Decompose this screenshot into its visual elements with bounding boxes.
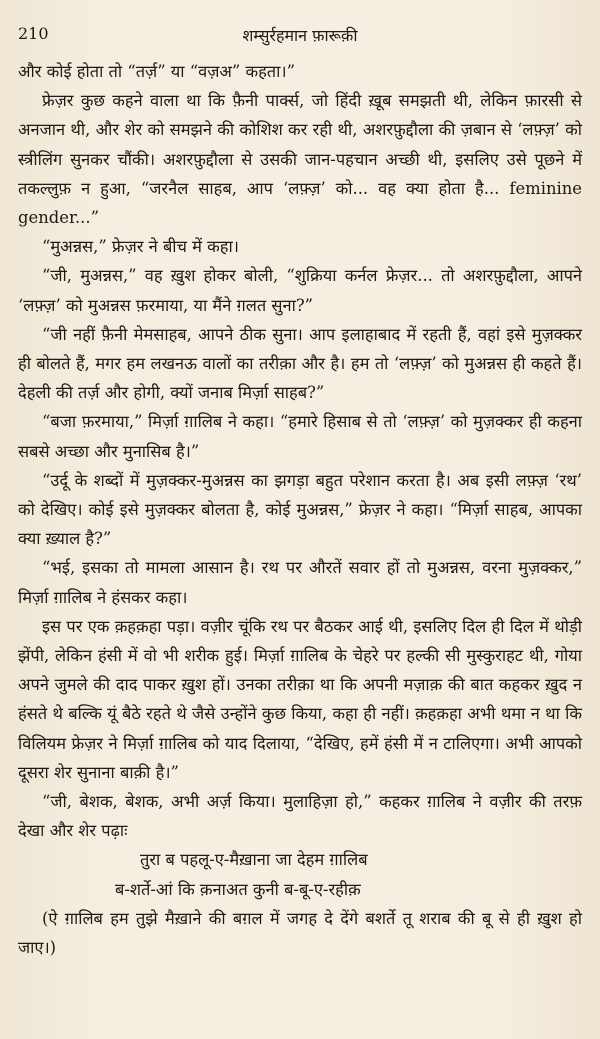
couplet-line-1: तुरा ब पहलू-ए-मैख़ाना जा देहम ग़ालिब xyxy=(140,850,368,870)
paragraph: “जी, बेशक, बेशक, अभी अर्ज़ किया। मुलाहिज़ा हो,” कहकर ग़ालिब ने वज़ीर की तरफ़ देखा और शेर पढ़ाः xyxy=(18,792,582,841)
paragraph: “उर्दू के शब्दों में मुज़क्कर-मुअन्नस का झगड़ा बहुत परेशान करता है। अब इसी लफ़्ज़ ‘रथ’ को देखिए। कोई इसे मुज़क्कर बोलता है, कोई मुअन्नस,” फ्रेज़र ने कहा। “मिर्ज़ा साहब, आपका क्या ख़्याल है?” xyxy=(18,470,582,549)
paragraph: “भई, इसका तो मामला आसान है। रथ पर औरतें सवार हों तो मुअन्नस, वरना मुज़क्कर,” मिर्ज़ा ग़ालिब ने हंसकर कहा। xyxy=(18,558,582,607)
couplet-line-2: ब-शर्ते-आं कि क़नाअत कुनी ब-बू-ए-रहीक़ xyxy=(115,879,361,899)
paragraph: “मुअन्नस,” फ्रेज़र ने बीच में कहा। xyxy=(42,237,239,257)
paragraph: इस पर एक क़हक़हा पड़ा। वज़ीर चूंकि रथ पर बैठकर आई थी, इसलिए दिल ही दिल में थोड़ी झेंपी, लेकिन हंसी में वो भी शरीक हुई। मिर्ज़ा ग़ालिब के चेहरे पर हल्की सी मुस्कुराहट थी, गोया अपने जुमले की दाद पाकर ख़ुश हों। उनका तरीक़ा था कि अपनी मज़ाक़ की बात कहकर ख़ुद न हंसते थे बल्कि यूं बैठे रहते थे जैसे उन्होंने कुछ किया, कहा ही नहीं। क़हक़हा अभी थमा न था कि विलियम फ्रेज़र ने मिर्ज़ा ग़ालिब को याद दिलाया, “देखिए, हमें हंसी में न टालिएगा। अभी आपको दूसरा शेर सुनाना बाक़ी है।” xyxy=(18,616,582,782)
paragraph: “जी, मुअन्नस,” वह ख़ुश होकर बोली, “शुक्रिया कर्नल फ्रेज़र... तो अशरफ़ुद्दौला, आपने ‘लफ़्ज़’ को मुअन्नस फ़रमाया, या मैंने ग़लत सुना?” xyxy=(18,266,582,315)
page-content xyxy=(18,57,582,962)
paragraph: “जी नहीं फ़ैनी मेमसाहब, आपने ठीक सुना। आप इलाहाबाद में रहती हैं, वहां इसे मुज़क्कर ही बोलते हैं, मगर हम लखनऊ वालों का तरीक़ा और है। हम तो ‘लफ़्ज़’ को मुअन्नस ही कहते हैं। देहली की तर्ज़ और होगी, क्यों जनाब मिर्ज़ा साहब?” xyxy=(18,324,582,403)
paragraph-opening: और कोई होता तो “तर्ज़” या “वज़अ” कहता।” xyxy=(18,62,295,81)
paragraph: फ्रेज़र कुछ कहने वाला था कि फ़ैनी पार्क्स, जो हिंदी ख़ूब समझती थी, लेकिन फ़ारसी से अनजान थी, और शेर को समझने की कोशिश कर रही थी, अशरफ़ुद्दौला की ज़बान से ‘लफ़्ज़’ को स्त्रीलिंग सुनकर चौंकी। अशरफ़ुद्दौला से उसकी जान-पहचान अच्छी थी, इसलिए उसे पूछने में तकल्लुफ़ न हुआ, “जरनैल साहब, आप ‘लफ़्ज़’ को... वह क्या होता है... feminine gender...” xyxy=(18,91,582,228)
page-header xyxy=(18,24,582,48)
running-title: शम्सुर्रहमान फ़ारूक़ी xyxy=(242,26,358,45)
couplet-translation: (ऐ ग़ालिब हम तुझे मैख़ाने की बग़ल में जगह दे देंगे बशर्ते तू शराब की बू से ही ख़ुश हो जाए।) xyxy=(18,908,582,958)
page-number: 210 xyxy=(18,24,49,43)
paragraph: “बजा फ़रमाया,” मिर्ज़ा ग़ालिब ने कहा। “हमारे हिसाब से तो ‘लफ़्ज़’ को मुज़क्कर ही कहना सबसे अच्छा और मुनासिब है।” xyxy=(18,412,582,461)
